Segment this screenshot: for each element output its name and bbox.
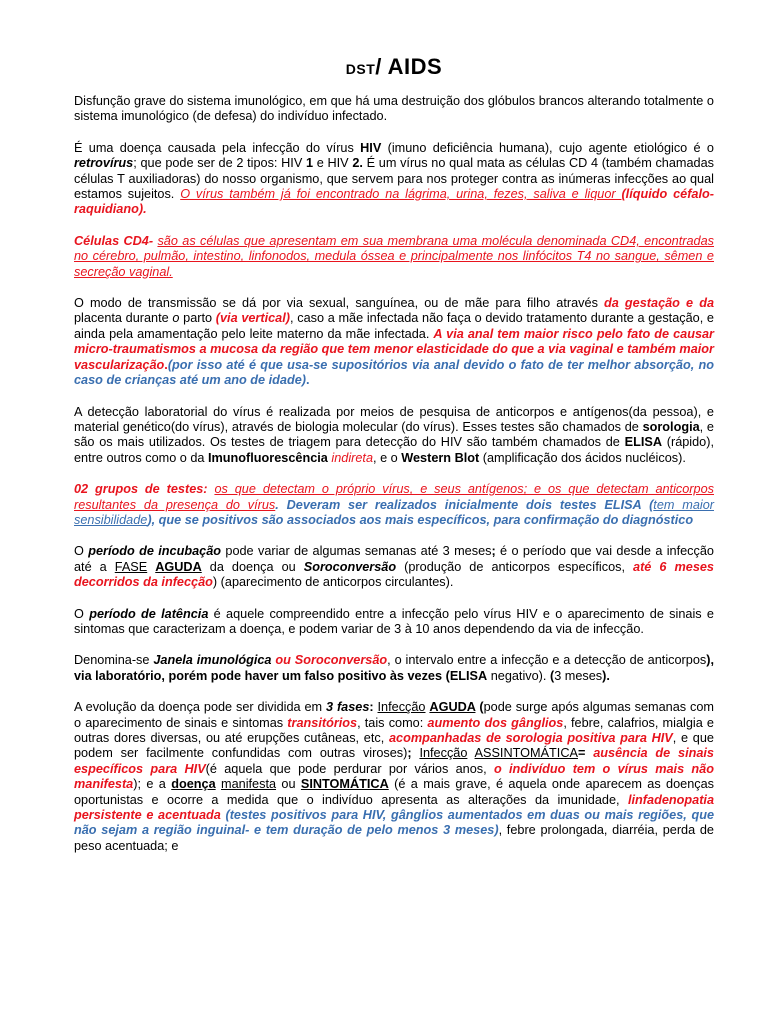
- text: ou: [276, 777, 301, 792]
- text: O: [74, 606, 90, 621]
- text: da doença ou: [201, 559, 304, 574]
- text: ) (aparecimento de anticorpos circulantes).: [212, 575, 454, 590]
- text: , e são os mais utilizados. Os testes de triagem para detecção do HIV são também chamados de: [74, 419, 714, 450]
- text-highlight-red: da gestação e da: [604, 296, 715, 311]
- text: , o intervalo entre a infecção e a detecção de anticorpos: [387, 653, 707, 668]
- text: negativo).: [487, 668, 550, 683]
- text-sorologia: sorologia: [642, 419, 700, 434]
- text-linfadenopatia: linfadenopatia persistente e acentuada: [74, 792, 714, 823]
- text-elisa: ELISA: [624, 435, 662, 450]
- text-fase: FASE: [114, 559, 148, 574]
- text: O: [74, 544, 89, 559]
- title-prefix: DST: [345, 61, 376, 77]
- text: pode surge após algumas semanas com o aparecimento de sinais e sintomas: [74, 700, 714, 730]
- text: o: [172, 311, 180, 326]
- paragraph-latency: [74, 607, 714, 638]
- text-manifesta: manifesta: [221, 777, 277, 792]
- text-sorologia-positiva: acompanhadas de sorologia positiva para HIV: [388, 731, 673, 745]
- text-highlight-blue-underlined: tem maior sensibilidade: [74, 497, 714, 527]
- text: ;: [407, 746, 412, 761]
- text: :: [369, 700, 374, 715]
- text-assintomatica: ASSINTOMÁTICA: [474, 746, 578, 761]
- document-page: [74, 54, 714, 870]
- text-indireta: indireta: [331, 450, 374, 465]
- text-highlight-red: são as células que apresentam em sua membrana uma molécula denominada CD4, encontradas no cérebro, pulmão, intestino, linfonodos, medula óssea e principalmente nos linfócitos T4 no sangue, sêmen e secreção vaginal.: [74, 233, 714, 279]
- text-sintomatica: SINTOMÁTICA: [300, 777, 389, 792]
- text-individuo-virus: o indivíduo tem o vírus mais não manifesta: [74, 761, 714, 792]
- text: Disfunção grave do sistema imunológico, em que há uma destruição dos glóbulos brancos alterando totalmente o sistema imunológico (de defesa) do indivíduo infectado.: [74, 94, 714, 124]
- label-test-groups: 02 grupos de testes:: [74, 482, 208, 497]
- text-highlight-blue: ), que se positivos são associados aos mais específicos, para confirmação do diagnóstico: [147, 512, 694, 527]
- text: parto: [179, 311, 216, 326]
- text-highlight-red: ou Soroconversão: [275, 653, 388, 668]
- text: O modo de transmissão se dá por via sexual, sanguínea, ou de mãe para filho através: [74, 296, 605, 311]
- text: , tais como:: [357, 715, 428, 730]
- text-elisa: ELISA: [449, 668, 488, 683]
- text-highlight-red: até 6 meses decorridos da infecção: [74, 559, 714, 590]
- text: (é a mais grave, é aquela onde aparecem as doenças oportunistas e ocorre a medida que o indivíduo apresenta as alterações da imunidade,: [74, 777, 714, 807]
- text: , febre prolongada, diarréia, perda de peso acentuada; e: [74, 823, 714, 853]
- text-aguda: AGUDA: [429, 700, 476, 715]
- text-infeccao: Infecção: [419, 746, 468, 761]
- text: =: [577, 746, 586, 761]
- text: A detecção laboratorial do vírus é realizada por meios de pesquisa de anticorpos e antígenos(da pessoa), e material genético(do vírus), através de biologia molecular (do vírus). Esses testes são chamados de: [74, 404, 714, 434]
- text: .: [164, 357, 168, 372]
- paragraph-detection: [74, 405, 714, 467]
- text: ), via laboratório, porém pode haver um falso positivo às vezes (: [74, 653, 714, 683]
- paragraph-incubation: [74, 544, 714, 590]
- text: (amplificação dos ácidos nucléicos).: [479, 450, 686, 465]
- text: (é aquela que pode perdurar por vários anos,: [205, 761, 494, 776]
- text-hiv2: 2.: [352, 156, 363, 171]
- text: pode variar de algumas semanas até 3 meses: [221, 544, 492, 559]
- paragraph-definition: [74, 94, 714, 125]
- text: ): [133, 777, 138, 792]
- text-ausencia-sinais: ausência de sinais específicos para HIV: [74, 746, 714, 776]
- text-imunofluorescencia: Imunofluorescência: [208, 450, 328, 465]
- text-highlight-blue: (por isso até é que usa-se supositórios via anal devido o fato de ter melhor absorção, no caso de crianças até um ano de idade): [74, 357, 714, 388]
- text: placenta durante: [74, 311, 173, 326]
- text: , e que podem ser facilmente confundidas com outras viroses): [74, 731, 714, 761]
- text: É uma doença causada pela infecção do vírus: [74, 140, 361, 155]
- text-soroconversao: Soroconversão: [303, 559, 397, 574]
- text: , e o: [373, 450, 402, 465]
- text-3-fases: 3 fases: [325, 700, 370, 715]
- text-highlight-red-bold: (líquido céfalo-raquidiano).: [74, 187, 714, 217]
- paragraph-window: [74, 653, 714, 684]
- paragraph-cd4: [74, 234, 714, 280]
- text: [467, 746, 474, 760]
- text: Denomina-se: [74, 653, 154, 668]
- text: é o período que vai desde a infecção até a: [74, 544, 714, 574]
- paragraph-hiv: [74, 141, 714, 218]
- text: (: [549, 668, 555, 683]
- paragraph-evolution: [74, 700, 714, 854]
- text-highlight-blue: (testes positivos para HIV, gânglios aumentados em duas ou mais regiões, que não sejam a região inguinal- e tem duração de pelo menos 3 meses): [74, 808, 714, 838]
- text-infeccao: Infecção: [377, 700, 426, 715]
- text: , caso a mãe infectada não faça o devido tratamento durante a gestação, e ainda pela amamentação pelo leite materno da mãe infectada.: [74, 311, 714, 341]
- text: ).: [602, 668, 610, 683]
- text-doenca: doença: [171, 777, 216, 792]
- text: 3 meses: [554, 668, 603, 683]
- page-title: [74, 54, 714, 80]
- text: (imuno deficiência humana), cujo agente etiológico é o: [381, 140, 714, 155]
- text-hiv: HIV: [360, 140, 382, 155]
- text: , febre, calafrios, mialgia e outras dores diversas, ou até erupções cutâneas, etc: [74, 715, 714, 745]
- text-transitorios: transitórios: [287, 715, 358, 730]
- text: e HIV: [313, 156, 353, 171]
- text: ;: [491, 544, 496, 559]
- paragraph-test-groups: [74, 482, 714, 528]
- text-highlight-blue: Deveram ser realizados inicialmente dois testes ELISA (: [286, 497, 654, 512]
- text-aumento-ganglios: aumento dos gânglios: [427, 715, 564, 730]
- text-latency-period: período de latência: [89, 606, 209, 621]
- text-highlight-red: os que detectam o próprio vírus, e seus antígenos; e os que detectam anticorpos resultantes da presença do vírus: [74, 482, 714, 512]
- text-aguda: AGUDA: [155, 559, 202, 574]
- text: ,: [380, 731, 389, 745]
- text: É um vírus no qual mata as células CD 4 (também chamadas células T auxiliadoras) do nosso organismo, que servem para nos proteger contra as inúmeras infecções ao qual estamos sujeitos.: [74, 156, 714, 202]
- text-western-blot: Western Blot: [401, 450, 480, 465]
- text: ; que pode ser de 2 tipos: HIV: [133, 156, 306, 171]
- text-hiv1: 1: [305, 156, 314, 171]
- text: ; e a: [137, 777, 172, 792]
- text: (produção de anticorpos específicos,: [396, 559, 634, 574]
- text: (: [475, 700, 484, 715]
- text-incubation-period: período de incubação: [88, 544, 222, 559]
- text-janela: Janela imunológica: [153, 653, 272, 668]
- paragraph-transmission: [74, 296, 714, 388]
- text-highlight-red: (via vertical): [215, 311, 290, 326]
- title-main: / AIDS: [375, 54, 443, 79]
- text: (rápido), entre outros como o da: [74, 435, 714, 465]
- text-highlight-red: A via anal tem maior risco pelo fato de causar micro-traumatismos a mucosa da região que tem menor elasticidade do que a via vaginal e também maior vascularização: [74, 326, 714, 372]
- text: é aquele compreendido entre a infecção pelo vírus HIV e o aparecimento de sinais e sintomas que caracterizam a doença, e podem variar de 3 à 10 anos dependendo da via de infecção.: [74, 606, 714, 636]
- text: .: [306, 373, 310, 388]
- text-retrovirus: retrovírus: [74, 156, 134, 171]
- text-highlight-red: O vírus também já foi encontrado na lágrima, urina, fezes, saliva e liquor: [180, 187, 622, 202]
- label-cd4: Células CD4-: [74, 233, 154, 248]
- text: A evolução da doença pode ser dividida em: [74, 700, 326, 715]
- text: .: [275, 497, 287, 512]
